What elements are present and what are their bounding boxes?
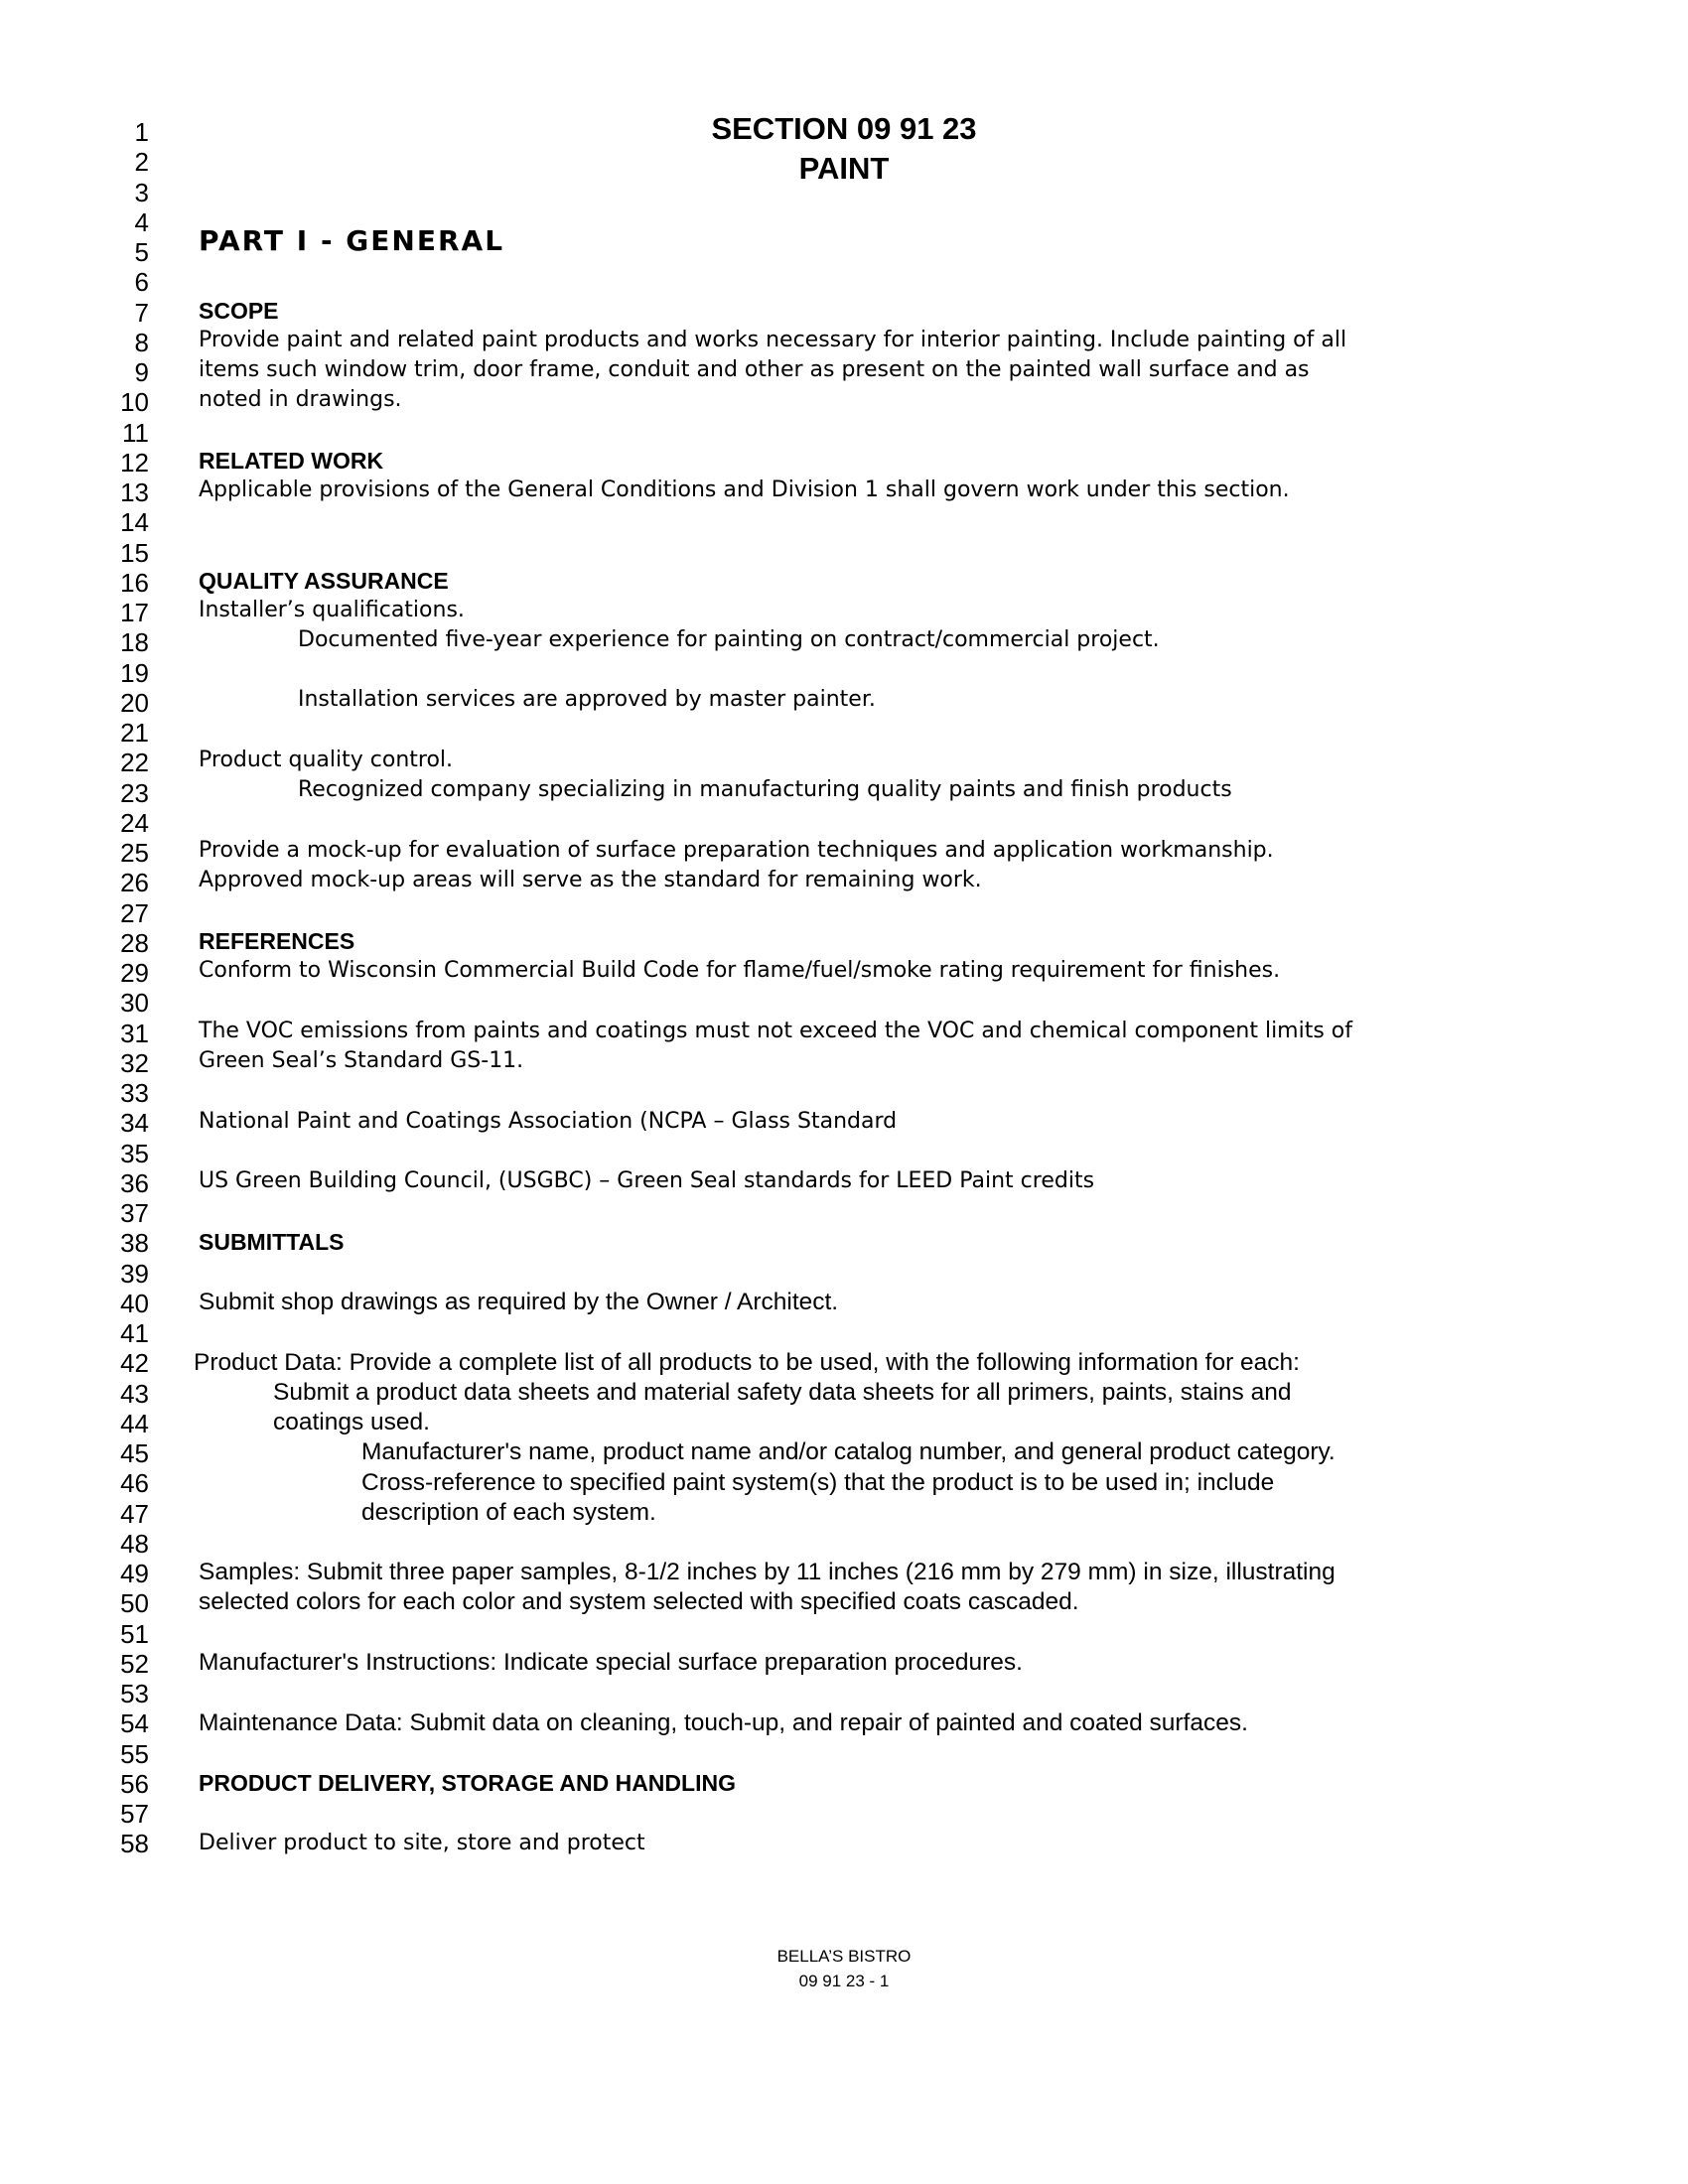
line-number: 1 — [134, 117, 149, 147]
line-number: 54 — [120, 1708, 149, 1739]
references-text: The VOC emissions from paints and coatings must not exceed the VOC and chemical component limits of — [199, 1019, 1353, 1043]
section-title: PAINT — [798, 151, 890, 186]
delivery-heading: PRODUCT DELIVERY, STORAGE AND HANDLING — [199, 1770, 736, 1796]
line-number: 27 — [120, 897, 149, 928]
line-number: 15 — [120, 537, 149, 568]
line-number: 19 — [120, 657, 149, 688]
delivery-text: Deliver product to site, store and protect — [199, 1831, 645, 1855]
line-number: 17 — [120, 598, 149, 627]
line-number: 29 — [120, 958, 149, 988]
line-number: 37 — [120, 1198, 149, 1228]
submittals-text: Maintenance Data: Submit data on cleaning, touch-up, and repair of painted and coated surfaces. — [199, 1709, 1248, 1736]
footer-project-name: BELLA’S BISTRO — [776, 1947, 912, 1966]
line-number: 14 — [120, 507, 149, 538]
line-number: 50 — [120, 1588, 149, 1619]
line-number: 28 — [120, 927, 149, 958]
line-number: 34 — [120, 1108, 149, 1139]
references-text: Green Seal’s Standard GS-11. — [199, 1048, 524, 1073]
line-number: 58 — [120, 1829, 149, 1859]
line-number: 7 — [134, 297, 149, 328]
qa-approved: Installation services are approved by master painter. — [298, 687, 876, 712]
submittals-text: selected colors for each color and system selected with specified coats cascaded. — [199, 1588, 1079, 1615]
line-number: 8 — [134, 327, 149, 357]
scope-text: items such window trim, door frame, conduit and other as present on the painted wall surface and as — [199, 357, 1310, 382]
submittals-text: Cross-reference to specified paint system(s) that the product is to be used in; include — [361, 1469, 1275, 1496]
line-number: 10 — [120, 387, 149, 418]
line-number: 11 — [122, 417, 149, 448]
line-number: 45 — [120, 1438, 149, 1468]
scope-text: Provide paint and related paint products and works necessary for interior painting. Include painting of all — [199, 328, 1347, 352]
line-number: 41 — [120, 1318, 149, 1348]
part-heading: PART I - GENERAL — [199, 224, 505, 257]
qa-product-control: Product quality control. — [199, 748, 454, 772]
submittals-text: coatings used. — [273, 1409, 430, 1435]
line-number: 32 — [120, 1047, 149, 1078]
line-number: 44 — [120, 1408, 149, 1438]
qa-experience: Documented five-year experience for painting on contract/commercial project. — [298, 627, 1160, 652]
section-number: SECTION 09 91 23 — [711, 111, 977, 146]
references-heading: REFERENCES — [199, 928, 355, 954]
line-number: 48 — [120, 1528, 149, 1559]
line-number: 42 — [120, 1348, 149, 1379]
line-number: 33 — [120, 1078, 149, 1108]
quality-assurance-heading: QUALITY ASSURANCE — [199, 568, 449, 594]
line-number: 20 — [120, 687, 149, 718]
references-text: Conform to Wisconsin Commercial Build Code for flame/fuel/smoke rating requirement for finishes. — [199, 958, 1281, 983]
line-number: 24 — [120, 807, 149, 838]
submittals-text: Submit a product data sheets and material safety data sheets for all primers, paints, stains and — [273, 1379, 1292, 1406]
qa-mockup: Approved mock-up areas will serve as the standard for remaining work. — [199, 868, 982, 892]
line-number: 26 — [120, 868, 149, 898]
line-number: 49 — [120, 1559, 149, 1588]
line-number: 3 — [134, 177, 149, 207]
submittals-text: Submit shop drawings as required by the Owner / Architect. — [199, 1289, 839, 1315]
line-number: 2 — [134, 147, 149, 178]
submittals-text: Manufacturer's Instructions: Indicate special surface preparation procedures. — [199, 1649, 1023, 1676]
line-number: 53 — [120, 1679, 149, 1708]
line-number: 23 — [120, 777, 149, 808]
line-number: 55 — [120, 1738, 149, 1769]
submittals-text: Samples: Submit three paper samples, 8-1/2 inches by 11 inches (216 mm by 279 mm) in size, illustrating — [199, 1559, 1336, 1585]
line-number: 52 — [120, 1648, 149, 1679]
related-work-text: Applicable provisions of the General Conditions and Division 1 shall govern work under this section. — [199, 478, 1290, 502]
line-number: 31 — [120, 1018, 149, 1048]
line-number: 36 — [120, 1167, 149, 1198]
line-number: 57 — [120, 1799, 149, 1829]
line-number: 12 — [120, 447, 149, 478]
references-text: US Green Building Council, (USGBC) – Green Seal standards for LEED Paint credits — [199, 1168, 1095, 1193]
line-number: 39 — [120, 1258, 149, 1289]
line-number: 35 — [120, 1138, 149, 1168]
footer-page-number: 09 91 23 - 1 — [798, 1972, 890, 1990]
scope-text: noted in drawings. — [199, 387, 402, 412]
qa-recognized: Recognized company specializing in manufacturing quality paints and finish products — [298, 777, 1232, 802]
line-number: 6 — [134, 267, 149, 298]
line-number: 18 — [120, 627, 149, 658]
submittals-text: Product Data: Provide a complete list of all products to be used, with the following information for each: — [194, 1349, 1300, 1376]
line-number: 30 — [120, 988, 149, 1019]
line-number: 22 — [120, 748, 149, 778]
line-number: 56 — [120, 1768, 149, 1799]
line-number: 38 — [120, 1228, 149, 1259]
line-number: 4 — [134, 206, 149, 237]
line-number: 16 — [120, 567, 149, 598]
line-number: 47 — [120, 1498, 149, 1529]
qa-mockup: Provide a mock-up for evaluation of surface preparation techniques and application workmanship. — [199, 838, 1274, 863]
line-number: 13 — [120, 478, 149, 507]
submittals-heading: SUBMITTALS — [199, 1229, 345, 1255]
line-number: 5 — [134, 237, 149, 267]
line-number: 9 — [134, 357, 149, 387]
related-work-heading: RELATED WORK — [199, 448, 384, 474]
qa-installer: Installer’s qualifications. — [199, 598, 465, 622]
submittals-text: description of each system. — [361, 1499, 656, 1526]
line-number: 25 — [120, 838, 149, 868]
line-number: 46 — [120, 1468, 149, 1499]
submittals-text: Manufacturer's name, product name and/or catalog number, and general product category. — [361, 1438, 1336, 1465]
line-number: 21 — [120, 718, 149, 748]
line-number: 43 — [120, 1378, 149, 1409]
references-text: National Paint and Coatings Association (NCPA – Glass Standard — [199, 1109, 898, 1134]
line-number: 51 — [120, 1618, 149, 1649]
line-number: 40 — [120, 1288, 149, 1318]
scope-heading: SCOPE — [199, 298, 279, 324]
